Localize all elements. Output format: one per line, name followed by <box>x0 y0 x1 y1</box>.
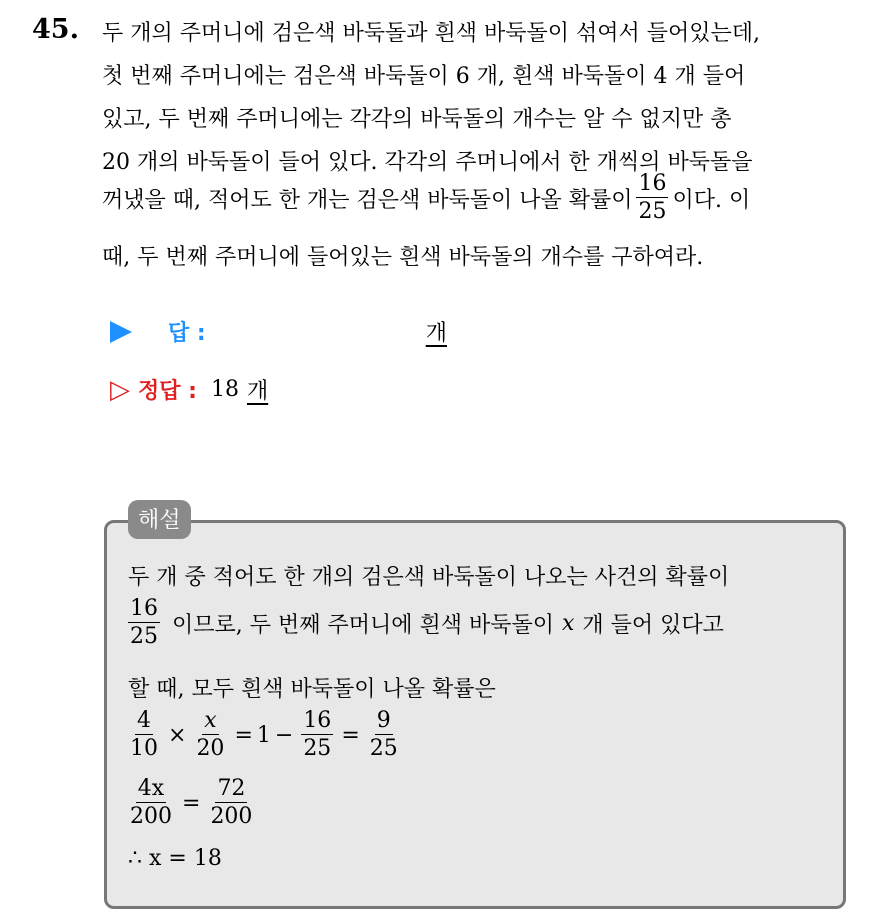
correct-answer-row <box>110 374 268 405</box>
question-line-6: 때, 두 번째 주머니에 들어있는 흰색 바둑돌의 개수를 구하여라. <box>102 245 704 270</box>
correct-answer-value: 18 <box>210 377 239 402</box>
fraction-numerator: 16 <box>638 171 667 196</box>
correct-answer-unit: 개 <box>246 379 269 404</box>
fraction-denominator: 10 <box>130 736 158 761</box>
question-line-5 <box>102 173 750 223</box>
solution-tag: 해설 <box>128 500 191 539</box>
fraction-denominator: 25 <box>638 199 667 224</box>
fraction-numerator: 72 <box>217 776 246 801</box>
eq1-fraction-3 <box>301 710 333 760</box>
solution-line-1: 두 개 중 적어도 한 개의 검은색 바둑돌이 나오는 사건의 확률이 <box>128 565 730 590</box>
fraction-denominator: 200 <box>130 804 172 829</box>
fraction-numerator: 16 <box>303 708 332 733</box>
question-line-5-text-b: 이다. 이 <box>672 187 751 213</box>
fraction-numerator: x <box>204 708 217 733</box>
eq1-fraction-1 <box>128 710 160 760</box>
question-line-2: 첫 번째 주머니에는 검은색 바둑돌이 6 개, 흰색 바둑돌이 4 개 들어 <box>102 64 746 89</box>
equals-sign: = <box>234 722 253 748</box>
solution-equation-1 <box>128 710 404 760</box>
solution-equation-2 <box>128 778 258 828</box>
solution-conclusion: ∴ x = 18 <box>128 846 222 871</box>
fraction-numerator: 16 <box>130 596 158 621</box>
one-value: 1 <box>256 722 271 748</box>
play-arrow-icon <box>110 321 132 343</box>
equals-sign: = <box>341 722 360 748</box>
question-line-5-text-a: 꺼냈을 때, 적어도 한 개는 검은색 바둑돌이 나올 확률이 <box>102 187 633 213</box>
fraction-denominator: 20 <box>196 736 225 761</box>
question-number: 45. <box>32 14 79 45</box>
fraction-denominator: 200 <box>210 804 253 829</box>
fraction-numerator: 4x <box>137 776 165 801</box>
solution-line-2 <box>128 598 724 648</box>
eq2-fraction-2 <box>208 778 254 828</box>
solution-line-3: 할 때, 모두 흰색 바둑돌이 나올 확률은 <box>128 677 496 702</box>
times-sign: × <box>168 722 187 748</box>
probability-fraction <box>636 173 668 223</box>
solution-line-2-text-a: 이므로, 두 번째 주머니에 흰색 바둑돌이 <box>172 612 554 638</box>
question-line-1: 두 개의 주머니에 검은색 바둑돌과 흰색 바둑돌이 섞여서 들어있는데, <box>102 21 760 46</box>
fraction-numerator: 4 <box>137 708 151 733</box>
answer-unit: 개 <box>425 321 447 346</box>
answer-row <box>110 316 447 347</box>
answer-label: 답 : <box>168 321 206 346</box>
eq2-fraction-1 <box>128 778 174 828</box>
correct-answer-label: 정답 : <box>138 379 197 404</box>
fraction-denominator: 25 <box>303 736 332 761</box>
solution-line-2-text-b: 개 들어 있다고 <box>582 612 724 638</box>
solution-fraction <box>128 598 160 648</box>
eq1-fraction-4 <box>368 710 400 760</box>
fraction-denominator: 25 <box>369 736 398 761</box>
outline-arrow-icon: ▷ <box>110 374 130 405</box>
fraction-denominator: 25 <box>130 624 158 649</box>
fraction-numerator: 9 <box>376 708 391 733</box>
equals-sign: = <box>182 790 201 816</box>
question-line-3: 있고, 두 번째 주머니에는 각각의 바둑돌의 개수는 알 수 없지만 총 <box>102 107 732 132</box>
question-line-4: 20 개의 바둑돌이 들어 있다. 각각의 주머니에서 한 개씩의 바둑돌을 <box>102 150 753 175</box>
eq1-fraction-2 <box>194 710 226 760</box>
variable-x: x <box>562 610 575 636</box>
minus-sign: − <box>274 722 294 748</box>
